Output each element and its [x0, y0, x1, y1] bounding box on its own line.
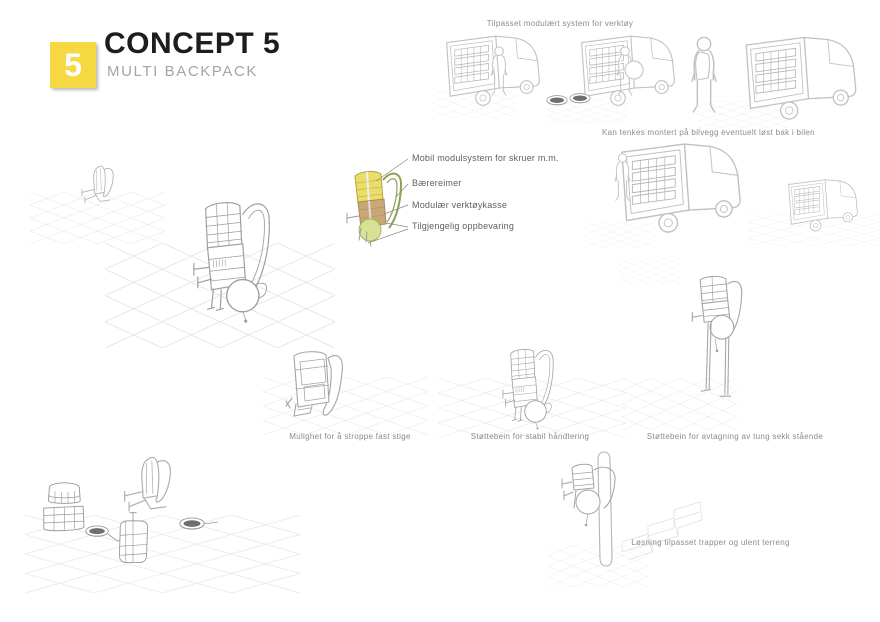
frame-backpack-legs-sketch [125, 457, 171, 511]
van-toolshelf-sketch-1 [447, 36, 540, 105]
grid-floor [548, 545, 648, 587]
annotation-carry-straps: Bærereimer [412, 178, 462, 188]
ladder-strap-backpack-sketch [286, 352, 342, 416]
caption-standing-removal: Støttebein for avtagning av tung sekk stående [646, 432, 824, 441]
annotated-backpack-sketch [347, 172, 401, 246]
van-toolshelf-sketch-3 [692, 37, 856, 119]
grid-floor [30, 192, 165, 244]
grid-floor [618, 258, 680, 284]
grid-floor [585, 222, 655, 248]
lid-module-sketch [180, 518, 204, 529]
concept-number-badge [50, 42, 96, 88]
annotation-storage: Tilgjengelig oppbevaring [412, 221, 515, 231]
lid-module-sketch [86, 526, 109, 536]
van-toolshelf-sketch-2 [547, 36, 674, 105]
grid-floor [263, 377, 428, 435]
annotation-toolbox: Modulær verktøykasse [412, 200, 508, 210]
caption-stairs-terrain: Løsning tilpasset trapper og ulent terreng [631, 538, 790, 547]
concept-number: 5 [64, 46, 82, 83]
caption-van-mount: Kan tenkes montert på bilvegg eventuelt løst bak i bilen [602, 128, 815, 137]
support-leg-backpack-sketch [503, 349, 553, 429]
caption-ladder-strap: Mulighet for å stroppe fast stige [289, 432, 411, 441]
standing-leg-backpack-sketch [692, 276, 741, 396]
modular-case-sketch [119, 512, 147, 563]
module-stack-sketch [44, 483, 84, 531]
frame-backpack-small-sketch [82, 166, 113, 203]
van-loose-system-sketch [789, 180, 858, 231]
caption-tool-system: Tilpasset modulært system for verktøy [486, 19, 634, 28]
van-mounted-system-sketch [615, 144, 740, 232]
annotation-module-system: Mobil modulsystem for skruer m.m. [412, 153, 559, 163]
page-subtitle: MULTI BACKPACK [107, 63, 259, 80]
grid-floor [622, 378, 737, 430]
stairs-terrain-sketch [562, 452, 702, 566]
caption-stable-handling: Støttebein for stabil håndtering [470, 432, 590, 441]
page-title: CONCEPT 5 [104, 27, 281, 60]
